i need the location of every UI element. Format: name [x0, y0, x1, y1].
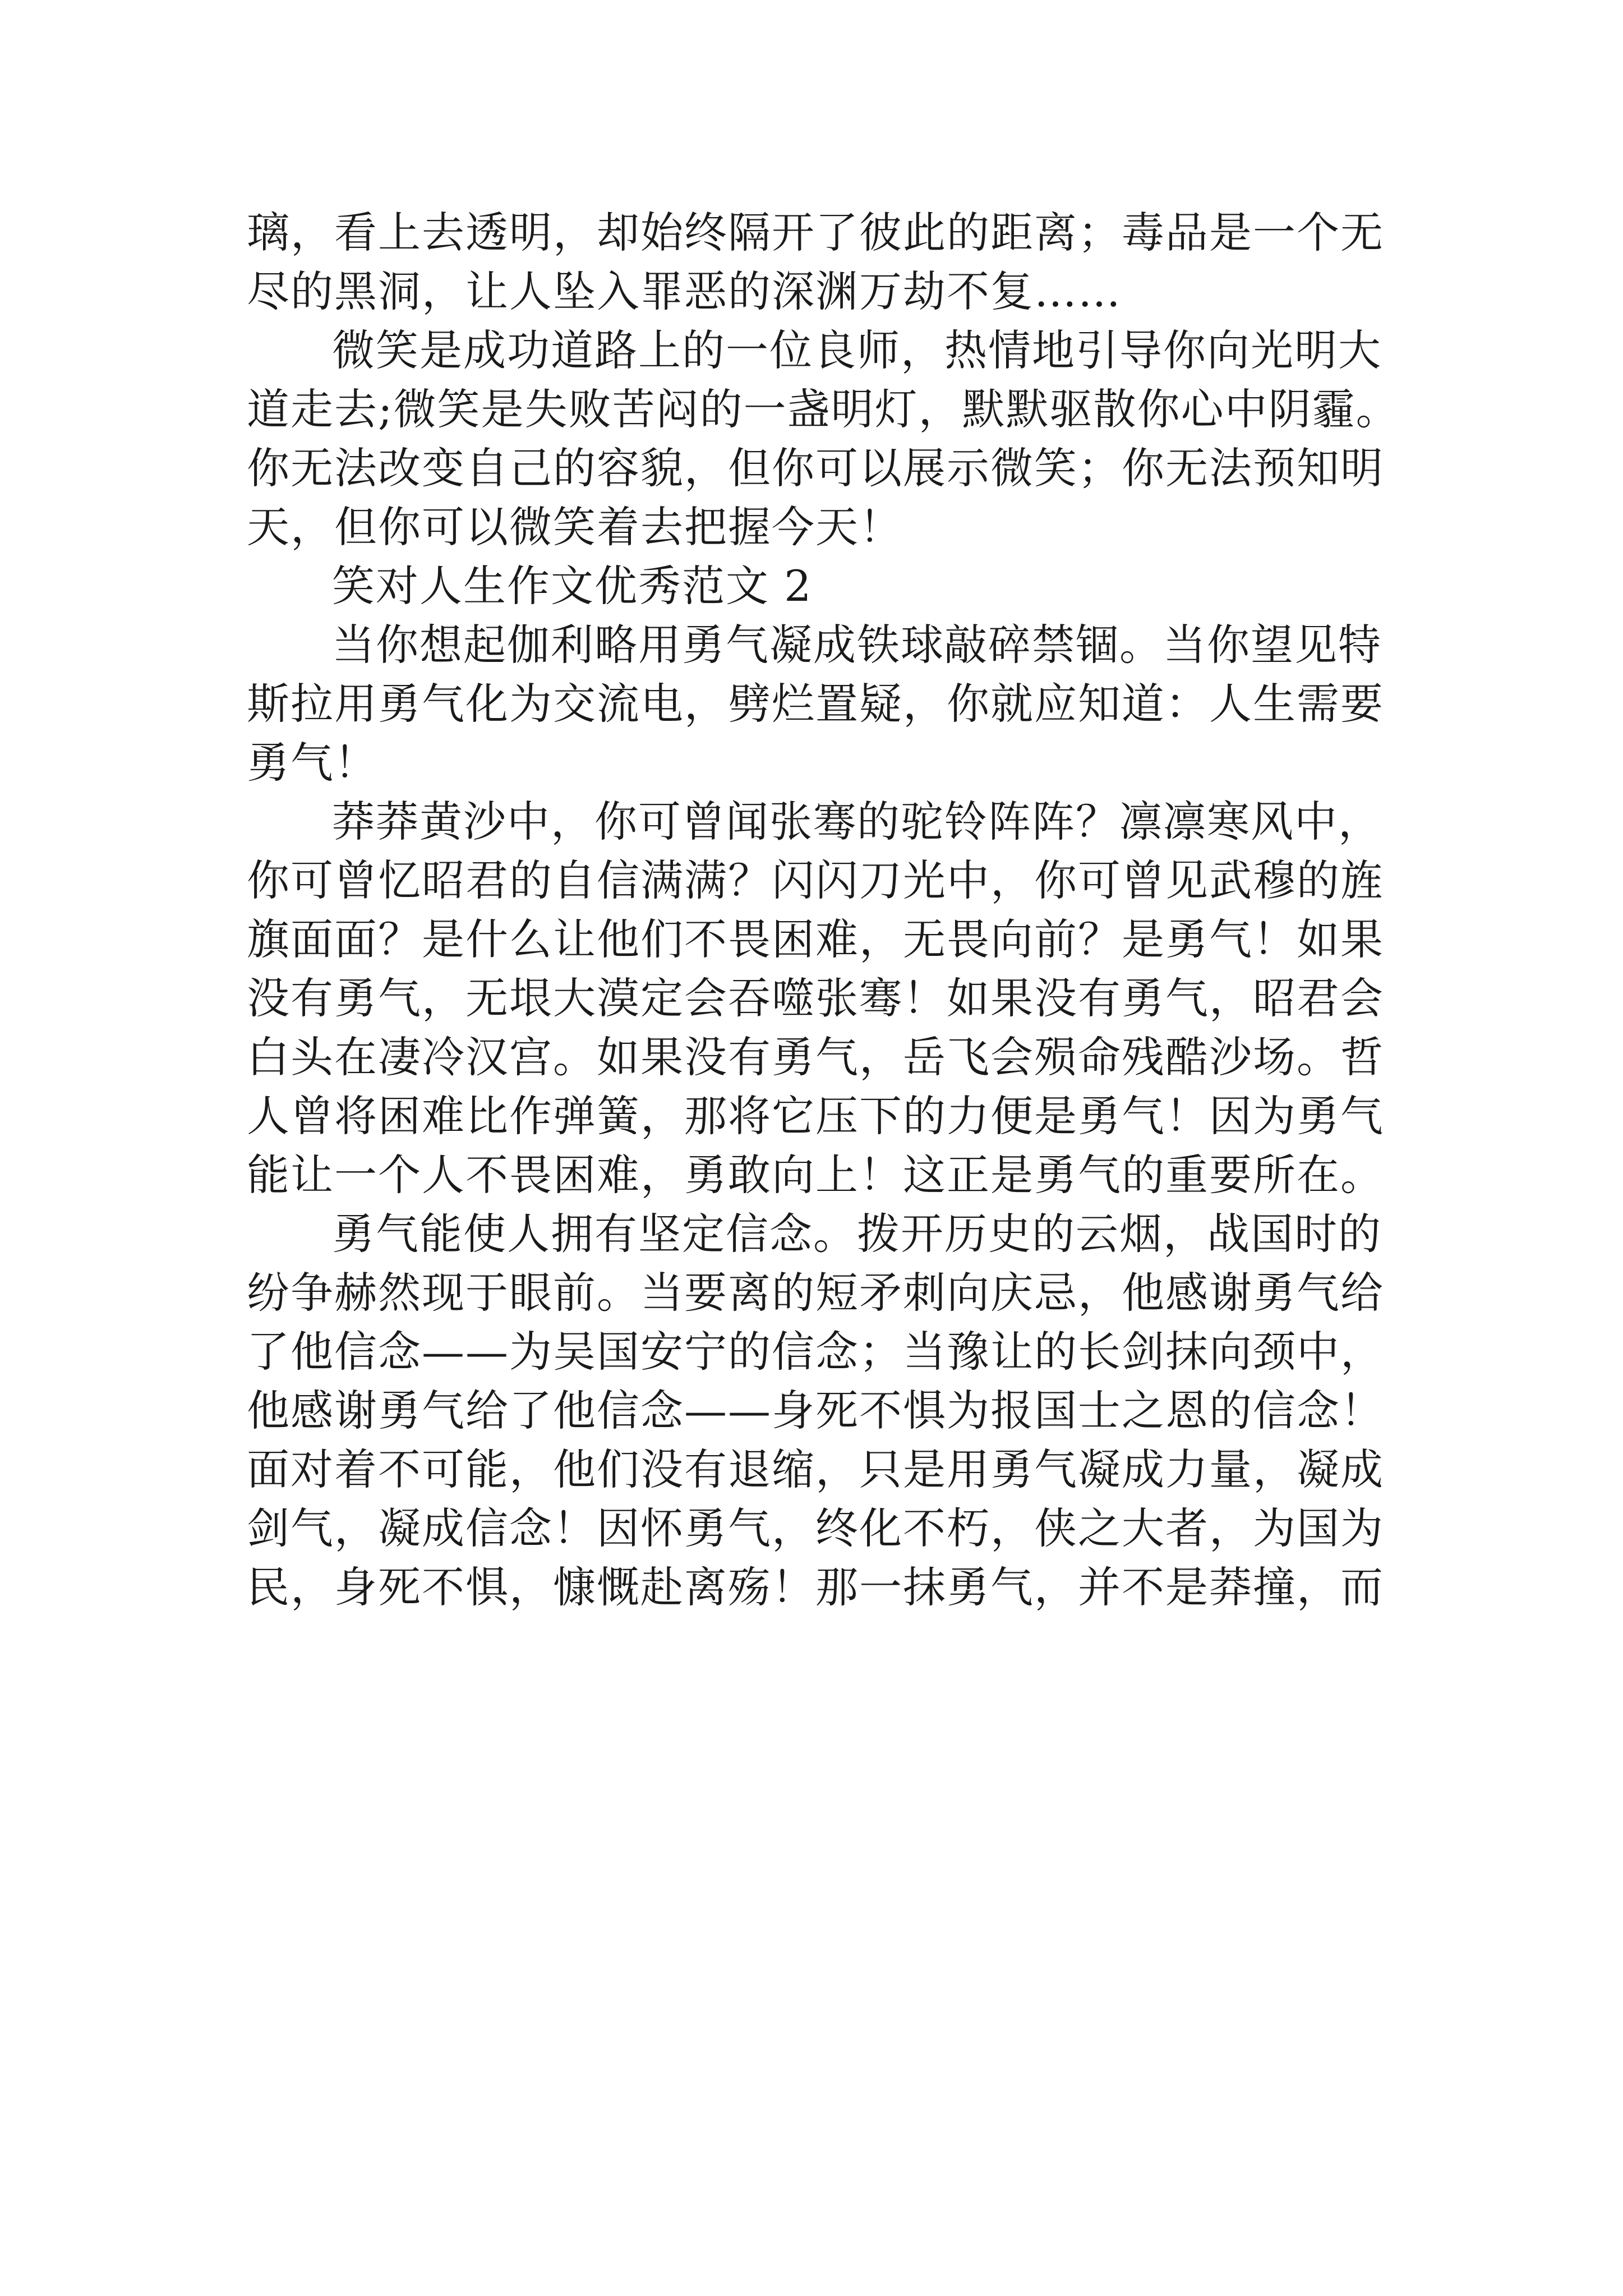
text-line: 你无法改变自己的容貌，但你可以展示微笑；你无法预知明 — [247, 443, 1384, 493]
text-line: 璃，看上去透明，却始终隔开了彼此的距离；毒品是一个无 — [247, 208, 1384, 257]
text-line: 天，但你可以微笑着去把握今天！ — [247, 502, 903, 552]
text-line: 旗面面？是什么让他们不畏困难，无畏向前？是勇气！如果 — [247, 914, 1384, 964]
text-line: 没有勇气，无垠大漠定会吞噬张骞！如果没有勇气，昭君会 — [247, 973, 1384, 1023]
text-line: 面对着不可能，他们没有退缩，只是用勇气凝成力量，凝成 — [247, 1444, 1384, 1494]
text-line: 勇气！ — [247, 738, 378, 788]
text-line: 民，身死不惧，慷慨赴离殇！那一抹勇气，并不是莽撞，而 — [247, 1562, 1384, 1612]
text-line: 勇气能使人拥有坚定信念。拨开历史的云烟，战国时的 — [332, 1209, 1382, 1259]
text-line: 当你想起伽利略用勇气凝成铁球敲碎禁锢。当你望见特 — [332, 620, 1382, 670]
section-heading: 笑对人生作文优秀范文 2 — [332, 561, 813, 611]
text-line: 你可曾忆昭君的自信满满？闪闪刀光中，你可曾见武穆的旌 — [247, 855, 1384, 905]
text-line: 他感谢勇气给了他信念——身死不惧为报国士之恩的信念！ — [247, 1386, 1384, 1435]
text-line: 能让一个人不畏困难，勇敢向上！这正是勇气的重要所在。 — [247, 1150, 1384, 1200]
text-line: 纷争赫然现于眼前。当要离的短矛刺向庆忌，他感谢勇气给 — [247, 1268, 1384, 1318]
text-line: 道走去;微笑是失败苦闷的一盏明灯，默默驱散你心中阴霾。 — [247, 384, 1400, 434]
text-line: 剑气，凝成信念！因怀勇气，终化不朽，侠之大者，为国为 — [247, 1503, 1384, 1553]
text-line: 斯拉用勇气化为交流电，劈烂置疑，你就应知道：人生需要 — [247, 679, 1384, 729]
text-line: 莽莽黄沙中，你可曾闻张骞的驼铃阵阵？凛凛寒风中， — [332, 797, 1382, 846]
text-line: 微笑是成功道路上的一位良师，热情地引导你向光明大 — [332, 325, 1382, 375]
document-page — [247, 203, 1413, 1617]
text-line: 尽的黑洞，让人坠入罪恶的深渊万劫不复…… — [247, 266, 1122, 316]
text-line: 白头在凄冷汉宫。如果没有勇气，岳飞会殒命残酷沙场。哲 — [247, 1032, 1384, 1082]
text-line: 了他信念——为吴国安宁的信念；当豫让的长剑抹向颈中， — [247, 1327, 1384, 1377]
text-line: 人曾将困难比作弹簧，那将它压下的力便是勇气！因为勇气 — [247, 1091, 1384, 1141]
